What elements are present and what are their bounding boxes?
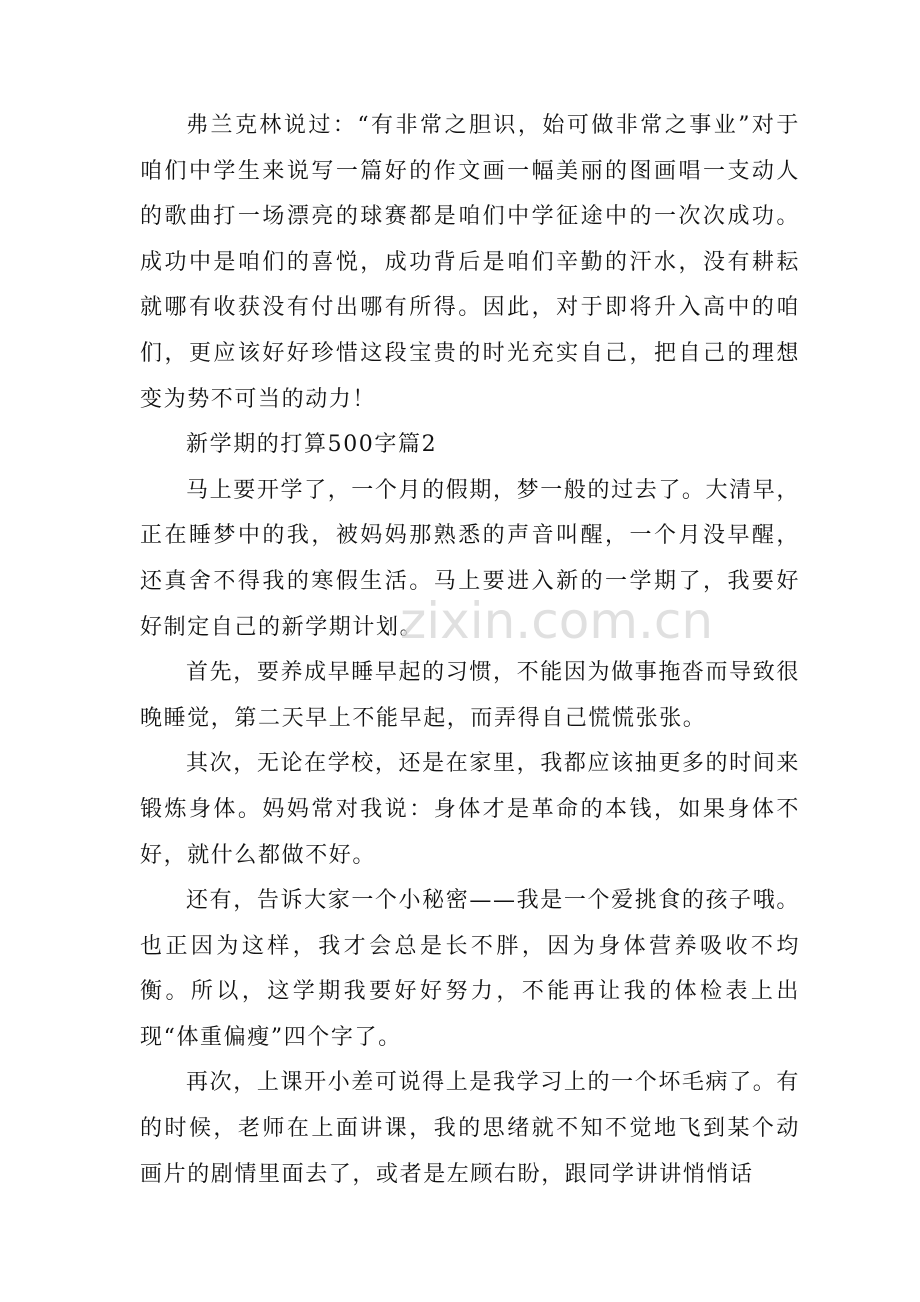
paragraph-second: 其次，无论在学校，还是在家里，我都应该抽更多的时间来锻炼身体。妈妈常对我说：身体才是革命的本钱，如果身体不好，就什么都做不好。 [140,751,800,868]
section-heading: 新学期的打算500字篇2 [186,432,438,458]
watermark-text: zixin.com.cn [400,592,714,650]
paragraph-school-start: 马上要开学了，一个月的假期，梦一般的过去了。大清早，正在睡梦中的我，被妈妈那熟悉的声音叫醒，一个月没早醒，还真舍不得我的寒假生活。马上要进入新的一学期了，我要好好制定自己的新学期计划。 [140,477,800,640]
paragraph-franklin-quote: 弗兰克林说过：“有非常之胆识，始可做非常之事业”对于咱们中学生来说写一篇好的作文画一幅美丽的图画唱一支动人的歌曲打一场漂亮的球赛都是咱们中学征途中的一次次成功。成功中是咱们的喜悦，成功背后是咱们辛勤的汗水，没有耕耘就哪有收获没有付出哪有所得。因此，对于即将升入高中的咱们，更应该好好珍惜这段宝贵的时光充实自己，把自己的理想变为势不可当的动力！ [140,113,800,412]
paragraph-again: 再次，上课开小差可说得上是我学习上的一个坏毛病了。有的时候，老师在上面讲课，我的思绪就不知不觉地飞到某个动画片的剧情里面去了，或者是左顾右盼，跟同学讲讲悄悄话 [140,1070,800,1187]
document-body [140,103,800,1197]
paragraph-secret: 还有，告诉大家一个小秘密——我是一个爱挑食的孩子哦。也正因为这样，我才会总是长不胖，因为身体营养吸收不均衡。所以，这学期我要好好努力，不能再让我的体检表上出现“体重偏瘦”四个字了。 [140,888,800,1050]
paragraph-first: 首先，要养成早睡早起的习惯，不能因为做事拖沓而导致很晚睡觉，第二天早上不能早起，而弄得自己慌慌张张。 [140,660,800,731]
